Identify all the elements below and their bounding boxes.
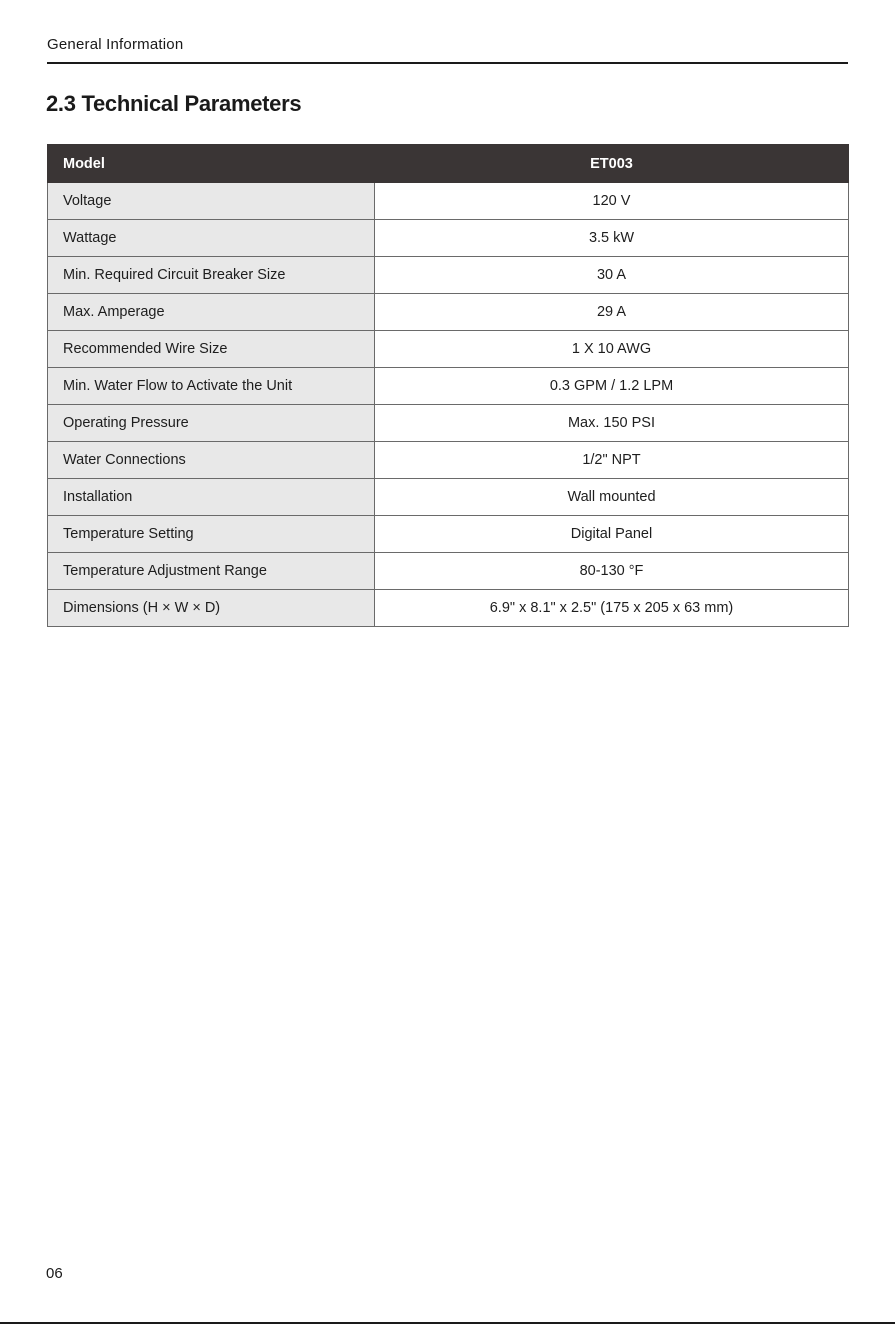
row-value: Wall mounted [375, 479, 849, 516]
table-row [48, 516, 849, 553]
row-value: 120 V [375, 183, 849, 220]
row-label: Operating Pressure [48, 405, 375, 442]
table-row [48, 405, 849, 442]
row-value: 3.5 kW [375, 220, 849, 257]
row-value: 1 X 10 AWG [375, 331, 849, 368]
table-row [48, 553, 849, 590]
model-header-label: Model [48, 145, 375, 183]
row-label: Min. Required Circuit Breaker Size [48, 257, 375, 294]
row-label: Max. Amperage [48, 294, 375, 331]
row-value: 0.3 GPM / 1.2 LPM [375, 368, 849, 405]
row-label: Wattage [48, 220, 375, 257]
table-row [48, 257, 849, 294]
table-row [48, 442, 849, 479]
table-row [48, 590, 849, 627]
table-header-row [48, 145, 849, 183]
header-divider [47, 62, 848, 64]
row-label: Voltage [48, 183, 375, 220]
table-row [48, 220, 849, 257]
row-value: 1/2" NPT [375, 442, 849, 479]
running-header: General Information [47, 36, 184, 53]
table-row [48, 294, 849, 331]
row-value: Max. 150 PSI [375, 405, 849, 442]
row-value: Digital Panel [375, 516, 849, 553]
row-label: Temperature Adjustment Range [48, 553, 375, 590]
row-label: Installation [48, 479, 375, 516]
table-row [48, 331, 849, 368]
technical-parameters-table [47, 144, 849, 627]
row-value: 80-130 °F [375, 553, 849, 590]
model-header-value: ET003 [375, 145, 849, 183]
row-label: Recommended Wire Size [48, 331, 375, 368]
row-value: 30 A [375, 257, 849, 294]
table-row [48, 479, 849, 516]
row-label: Water Connections [48, 442, 375, 479]
row-label: Temperature Setting [48, 516, 375, 553]
row-value: 6.9" x 8.1" x 2.5" (175 x 205 x 63 mm) [375, 590, 849, 627]
row-value: 29 A [375, 294, 849, 331]
row-label: Dimensions (H × W × D) [48, 590, 375, 627]
page-number: 06 [46, 1265, 63, 1282]
row-label: Min. Water Flow to Activate the Unit [48, 368, 375, 405]
table-row [48, 368, 849, 405]
table-row [48, 183, 849, 220]
section-title: 2.3 Technical Parameters [46, 91, 302, 116]
